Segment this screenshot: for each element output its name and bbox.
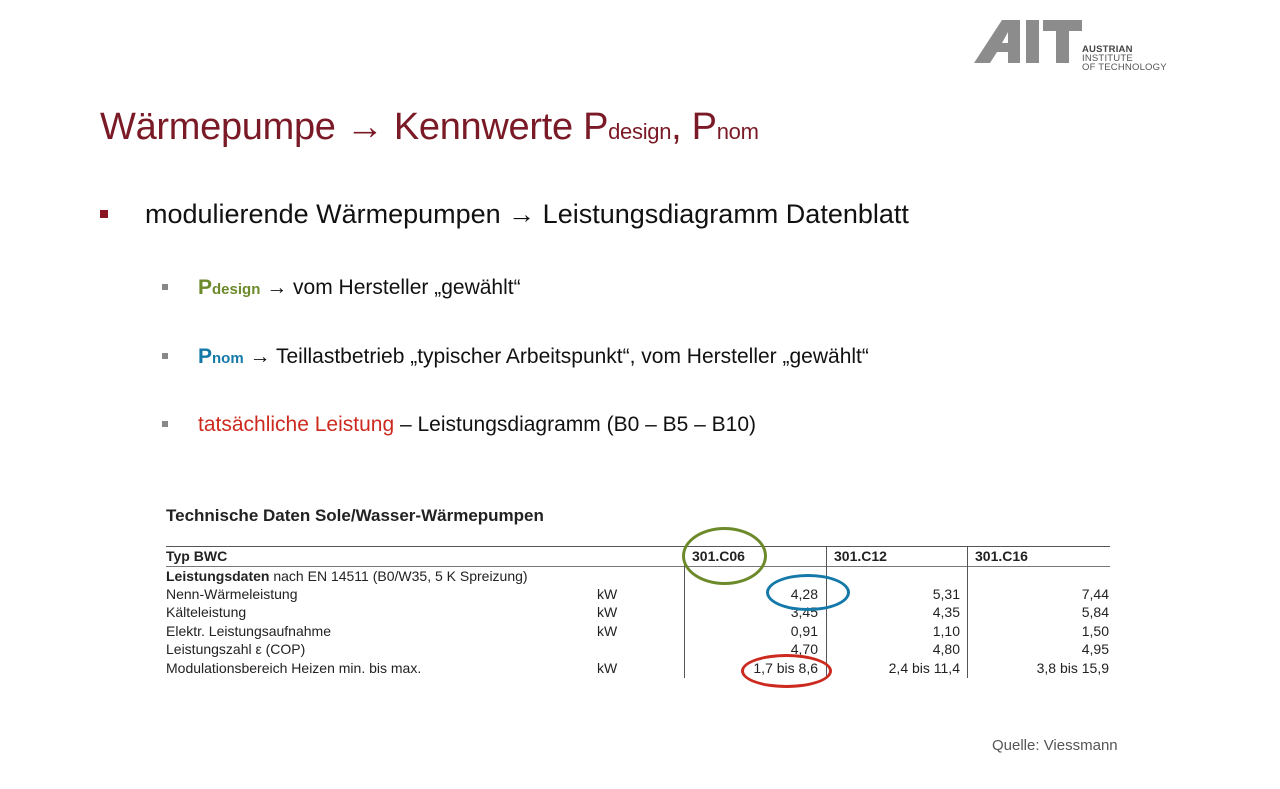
row-value: 1,50 (1081, 623, 1109, 639)
row-value: 5,84 (1081, 604, 1109, 620)
logo-line1-bold: AUSTRIAN (1082, 44, 1133, 55)
table-rule-header (166, 566, 1110, 567)
row-value: 4,35 (932, 604, 960, 620)
highlight-circle-pdesign (682, 527, 767, 585)
row-label: Leistungszahl ε (COP) (166, 641, 306, 657)
row-label: Kälteleistung (166, 604, 247, 620)
logo-text (1082, 45, 1182, 72)
header-col-2: 301.C12 (834, 548, 887, 564)
row-value: 4,28 (790, 586, 818, 602)
col-divider (826, 546, 827, 678)
bullet-square-icon (162, 353, 168, 359)
bullet-square-icon (162, 421, 168, 427)
row-value: 3,45 (790, 604, 818, 620)
slide-title: Wärmepumpe → Kennwerte Pdesign, Pnom (100, 106, 759, 148)
row-label: Modulationsbereich Heizen min. bis max. (166, 660, 422, 676)
row-unit: kW (597, 660, 618, 676)
row-unit: kW (597, 586, 618, 602)
row-value: 7,44 (1081, 586, 1109, 602)
highlight-circle-pnom (766, 574, 850, 611)
row-value: 0,91 (790, 623, 818, 639)
ait-logo-mark (972, 18, 1082, 64)
header-col-3: 301.C16 (975, 548, 1028, 564)
row-value: 4,80 (932, 641, 960, 657)
logo-line1: INSTITUTE (1082, 53, 1133, 64)
row-unit: kW (597, 623, 618, 639)
header-type: Typ BWC (166, 548, 228, 564)
row-value: 2,4 bis 11,4 (888, 660, 960, 676)
row-value: 1,10 (932, 623, 960, 639)
row-label: Elektr. Leistungsaufnahme (166, 623, 331, 639)
row-label: Nenn-Wärmeleistung (166, 586, 298, 602)
row-value: 5,31 (932, 586, 960, 602)
row-unit: kW (597, 604, 618, 620)
row-value: 4,95 (1081, 641, 1109, 657)
bullet-text: modulierende Wärmepumpen → Leistungsdiagramm Datenblatt (145, 199, 909, 229)
source-note: Quelle: Viessmann (992, 737, 1118, 754)
col-divider (967, 546, 968, 678)
table-rule-top (166, 546, 1110, 547)
row-value: 1,7 bis 8,6 (753, 660, 818, 676)
section-label: Leistungsdaten nach EN 14511 (B0/W35, 5 K Spreizung) (166, 568, 528, 584)
header-col-1: 301.C06 (692, 548, 745, 564)
bullet-square-icon (100, 210, 108, 218)
highlight-circle-actual (741, 654, 832, 688)
row-value: 3,8 bis 15,9 (1036, 660, 1109, 676)
table-title: Technische Daten Sole/Wasser-Wärmepumpen (166, 506, 544, 525)
logo-line2: OF TECHNOLOGY (1082, 62, 1167, 73)
bullet-square-icon (162, 284, 168, 290)
row-value: 4,70 (790, 641, 818, 657)
ait-logo (972, 18, 1182, 73)
tech-data-table (166, 506, 1110, 686)
